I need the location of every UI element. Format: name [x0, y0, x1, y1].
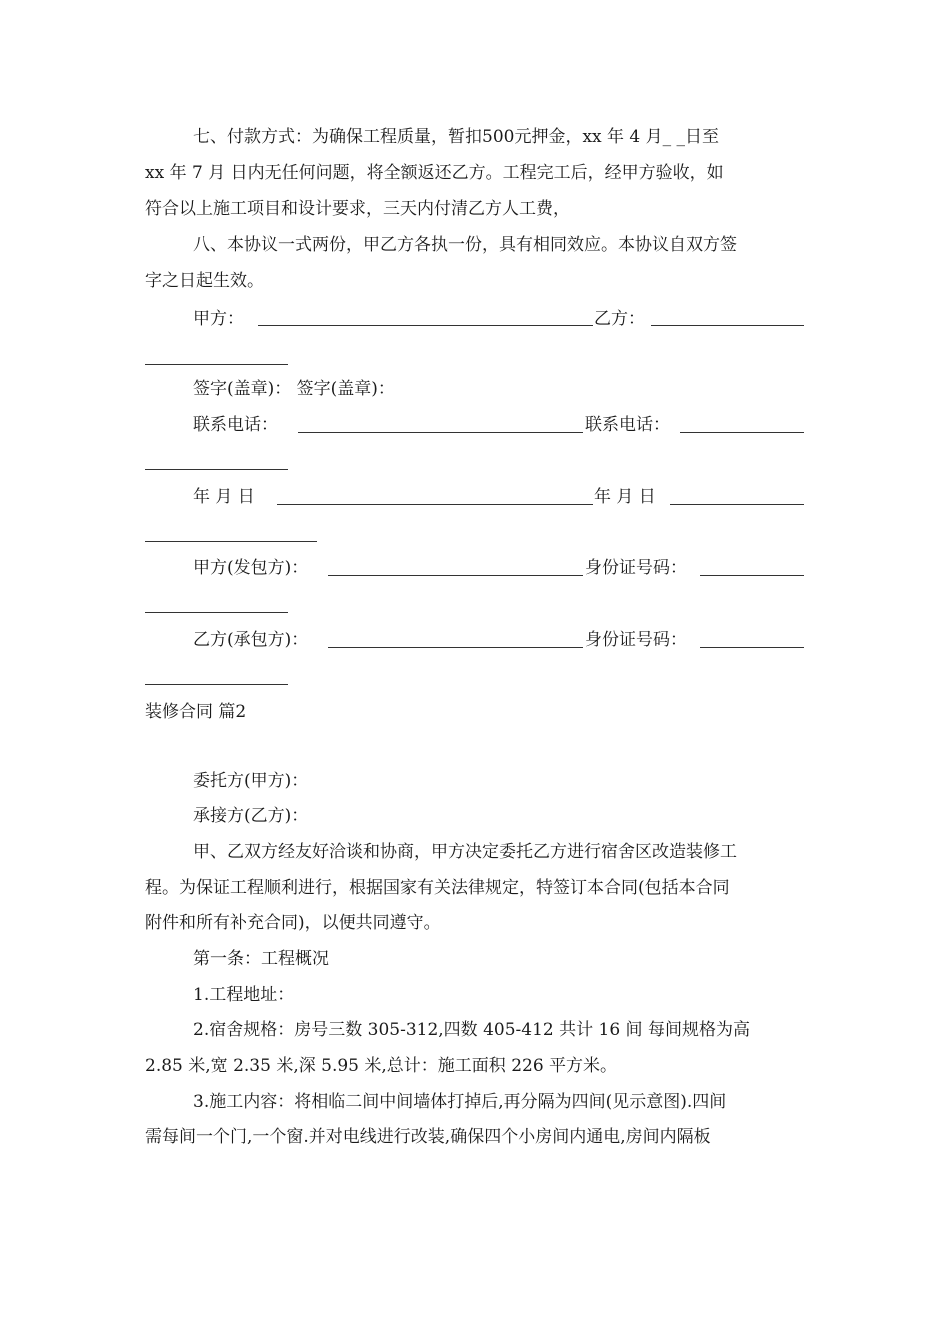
- signature-seal-label: 签字(盖章)： 签字(盖章)：: [193, 379, 395, 399]
- id-number-a-blank-continued[interactable]: [145, 612, 288, 613]
- party-b-blank[interactable]: [651, 325, 804, 326]
- contract-2-title: 装修合同 篇2: [145, 702, 247, 722]
- date-a-label: 年 月 日: [193, 487, 255, 507]
- id-number-b-blank-continued[interactable]: [145, 684, 288, 685]
- item-2-line-1: 2.宿舍规格：房号三数 305-312,四数 405-412 共计 16 间 每间规格为高: [193, 1020, 750, 1040]
- item-2-line-2: 2.85 米,宽 2.35 米,深 5.95 米,总计：施工面积 226 平方米。: [145, 1056, 618, 1076]
- payment-clause-line-3: 符合以上施工项目和设计要求，三天内付清乙方人工费，: [145, 199, 570, 219]
- payment-clause-line-1: 七、付款方式：为确保工程质量，暂扣500元押金，xx 年 4 月_ _日至: [193, 127, 720, 147]
- phone-b-blank[interactable]: [680, 432, 804, 433]
- item-3-line-2: 需每间一个门,一个窗.并对电线进行改装,确保四个小房间内通电,房间内隔板: [145, 1127, 711, 1147]
- id-number-a-label: 身份证号码：: [585, 558, 687, 578]
- date-b-blank[interactable]: [670, 504, 804, 505]
- date-b-label: 年 月 日: [594, 487, 656, 507]
- id-number-b-blank[interactable]: [700, 647, 804, 648]
- client-party-label: 甲方(发包方)：: [193, 558, 309, 578]
- article-1-heading: 第一条：工程概况: [193, 949, 329, 969]
- date-a-blank[interactable]: [277, 504, 593, 505]
- phone-a-label: 联系电话：: [193, 415, 278, 435]
- intro-line-3: 附件和所有补充合同)，以便共同遵守。: [145, 913, 441, 933]
- id-number-b-label: 身份证号码：: [585, 630, 687, 650]
- phone-a-blank[interactable]: [298, 432, 583, 433]
- date-b-blank-continued[interactable]: [145, 541, 317, 542]
- intro-line-1: 甲、乙双方经友好洽谈和协商，甲方决定委托乙方进行宿舍区改造装修工: [193, 842, 737, 862]
- payment-clause-line-2: xx 年 7 月 日内无任何问题，将全额返还乙方。工程完工后，经甲方验收，如: [145, 163, 724, 183]
- client-party-blank[interactable]: [328, 575, 583, 576]
- party-a-label: 甲方：: [193, 309, 244, 329]
- party-a-blank[interactable]: [258, 325, 593, 326]
- party-b-label: 乙方：: [594, 309, 645, 329]
- validity-clause-line-2: 字之日起生效。: [145, 271, 264, 291]
- item-3-line-1: 3.施工内容：将相临二间中间墙体打掉后,再分隔为四间(见示意图).四间: [193, 1092, 727, 1112]
- contractor-label: 承接方(乙方)：: [193, 806, 309, 826]
- intro-line-2: 程。为保证工程顺利进行，根据国家有关法律规定，特签订本合同(包括本合同: [145, 878, 730, 898]
- phone-b-label: 联系电话：: [585, 415, 670, 435]
- item-1-address: 1.工程地址：: [193, 985, 295, 1005]
- contractor-party-label: 乙方(承包方)：: [193, 630, 309, 650]
- contractor-party-blank[interactable]: [328, 647, 583, 648]
- id-number-a-blank[interactable]: [700, 575, 804, 576]
- client-label: 委托方(甲方)：: [193, 771, 309, 791]
- phone-b-blank-continued[interactable]: [145, 469, 288, 470]
- party-b-blank-continued[interactable]: [145, 364, 288, 365]
- validity-clause-line-1: 八、本协议一式两份，甲乙方各执一份，具有相同效应。本协议自双方签: [193, 235, 737, 255]
